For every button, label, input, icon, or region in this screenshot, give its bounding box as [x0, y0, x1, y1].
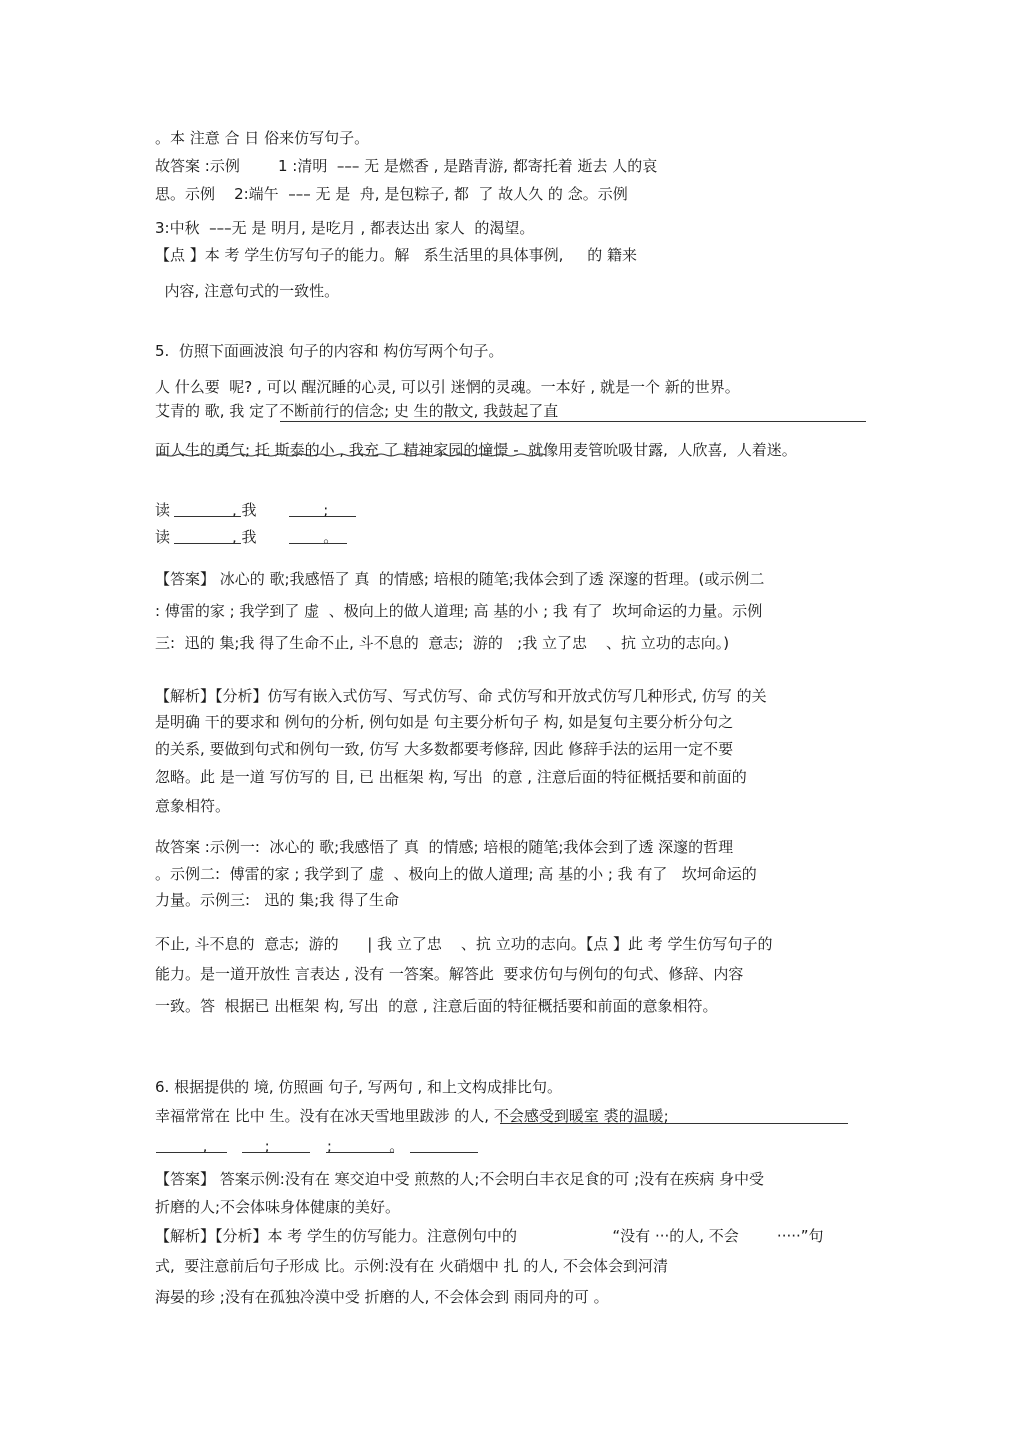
text-line: 能力。是一道开放性 言表达 , 没有 一答案。解答此 要求仿句与例句的句式、修辞、内容 — [155, 965, 744, 983]
text-line: 忽略。此 是一道 写仿写的 目, 已 出框架 构, 写出 的意 , 注意后面的特征概括要和前面的 — [155, 768, 747, 786]
text-line: 故答案 :示例一: 冰心的 歌;我感悟了 真 的情感; 培根的随笔;我体会到了透 深邃的哲理 — [155, 838, 734, 856]
blank — [410, 1152, 478, 1153]
text-line: 艾青的 歌, 我 定了不断前行的信念; 史 生的散文, 我鼓起了直 — [155, 402, 559, 420]
text-line: 人 什么要 呢? , 可以 醒沉睡的心灵, 可以引 迷惘的灵魂。一本好 , 就是一个 新的世界。 — [155, 378, 740, 396]
text-line: 【点 】本 考 学生仿写句子的能力。解 系生活里的具体事例, 的 籍来 — [155, 246, 637, 264]
blank — [289, 543, 347, 544]
text-line: 式, 要注意前后句子形成 比。示例:没有在 火硝烟中 扎 的人, 不会体会到河清 — [155, 1257, 668, 1275]
text-line: 。本 注意 合 日 俗来仿写句子。 — [155, 129, 370, 147]
text-line: 思。示例 2:端午 ––– 无 是 舟, 是包粽子, 都 了 故人久 的 念。示例 — [155, 185, 628, 203]
blank — [156, 1152, 227, 1153]
text-line: 是明确 干的要求和 例句的分析, 例句如是 句主要分析句子 构, 如是复句主要分析分句之 — [155, 713, 734, 731]
text-line: 。示例二: 傅雷的家 ; 我学到了 虚 、极向上的做人道理; 高 基的小 ; 我 有了 坎坷命运的 — [155, 865, 757, 883]
underline — [500, 1123, 848, 1124]
text-line: 意象相符。 — [155, 797, 231, 815]
text-line: 【答案】 冰心的 歌;我感悟了 真 的情感; 培根的随笔;我体会到了透 深邃的哲理。(或示例二 — [155, 570, 765, 588]
text-line: 【解析】【分析】本 考 学生的仿写能力。注意例句中的 “没有 ···的人, 不会 ·····”句 — [155, 1227, 824, 1245]
text-line: 【解析】【分析】仿写有嵌入式仿写、写式仿写、命 式仿写和开放式仿写几种形式, 仿写 的关 — [155, 687, 767, 705]
text-line: 故答案 :示例 1 :清明 ––– 无 是燃香 , 是踏青游, 都寄托着 逝去 人的哀 — [155, 157, 658, 175]
blank — [242, 1152, 310, 1153]
fill-in-line: 读 , 我 ; — [155, 501, 329, 519]
wavy-underline — [156, 453, 842, 457]
question-5-title: 5. 仿照下面画波浪 句子的内容和 构仿写两个句子。 — [155, 342, 504, 360]
text-line: 力量。示例三: 迅的 集;我 得了生命 — [155, 891, 399, 909]
text-line: 不止, 斗不息的 意志; 游的 | 我 立了忠 、抗 立功的志向。【点 】此 考 学生仿写句子的 — [155, 935, 773, 953]
text-line: 面人生的勇气; 托 斯泰的小 , 我充 了 精神家园的憧憬 - 就像用麦管吮吸甘露, 人欣喜, 人着迷。 — [155, 441, 797, 459]
question-6-title: 6. 根据提供的 境, 仿照画 句子, 写两句 , 和上文构成排比句。 — [155, 1078, 562, 1096]
blank — [174, 543, 241, 544]
underline — [280, 421, 866, 422]
text-line: 一致。答 根据已 出框架 构, 写出 的意 , 注意后面的特征概括要和前面的意象相符。 — [155, 997, 718, 1015]
blank — [326, 1152, 394, 1153]
text-line: 内容, 注意句式的一致性。 — [155, 282, 340, 300]
blank — [174, 516, 241, 517]
text-line: 折磨的人;不会体味身体健康的美好。 — [155, 1198, 401, 1216]
text-line: 幸福常常在 比中 生。没有在冰天雪地里跋涉 的人, 不会感受到暖室 裘的温暖; — [155, 1107, 669, 1125]
text-line: 海晏的珍 ;没有在孤独冷漠中受 折磨的人, 不会体会到 雨同舟的可 。 — [155, 1288, 609, 1306]
fill-in-line: , ; ; 。 — [155, 1137, 405, 1155]
text-line: 的关系, 要做到句式和例句一致, 仿写 大多数都要考修辞, 因此 修辞手法的运用一定不要 — [155, 740, 734, 758]
text-line: : 傅雷的家 ; 我学到了 虚 、极向上的做人道理; 高 基的小 ; 我 有了 坎坷命运的力量。示例 — [155, 602, 763, 620]
text-line: 3:中秋 –––无 是 明月, 是吃月 , 都表达出 家人 的渴望。 — [155, 219, 535, 237]
text-line: 【答案】 答案示例:没有在 寒交迫中受 煎熬的人;不会明白丰衣足食的可 ;没有在疾病 身中受 — [155, 1170, 765, 1188]
blank — [289, 516, 356, 517]
fill-in-line: 读 , 我 。 — [155, 528, 339, 546]
text-line: 三: 迅的 集;我 得了生命不止, 斗不息的 意志; 游的 ;我 立了忠 、抗 立功的志向。) — [155, 634, 730, 652]
